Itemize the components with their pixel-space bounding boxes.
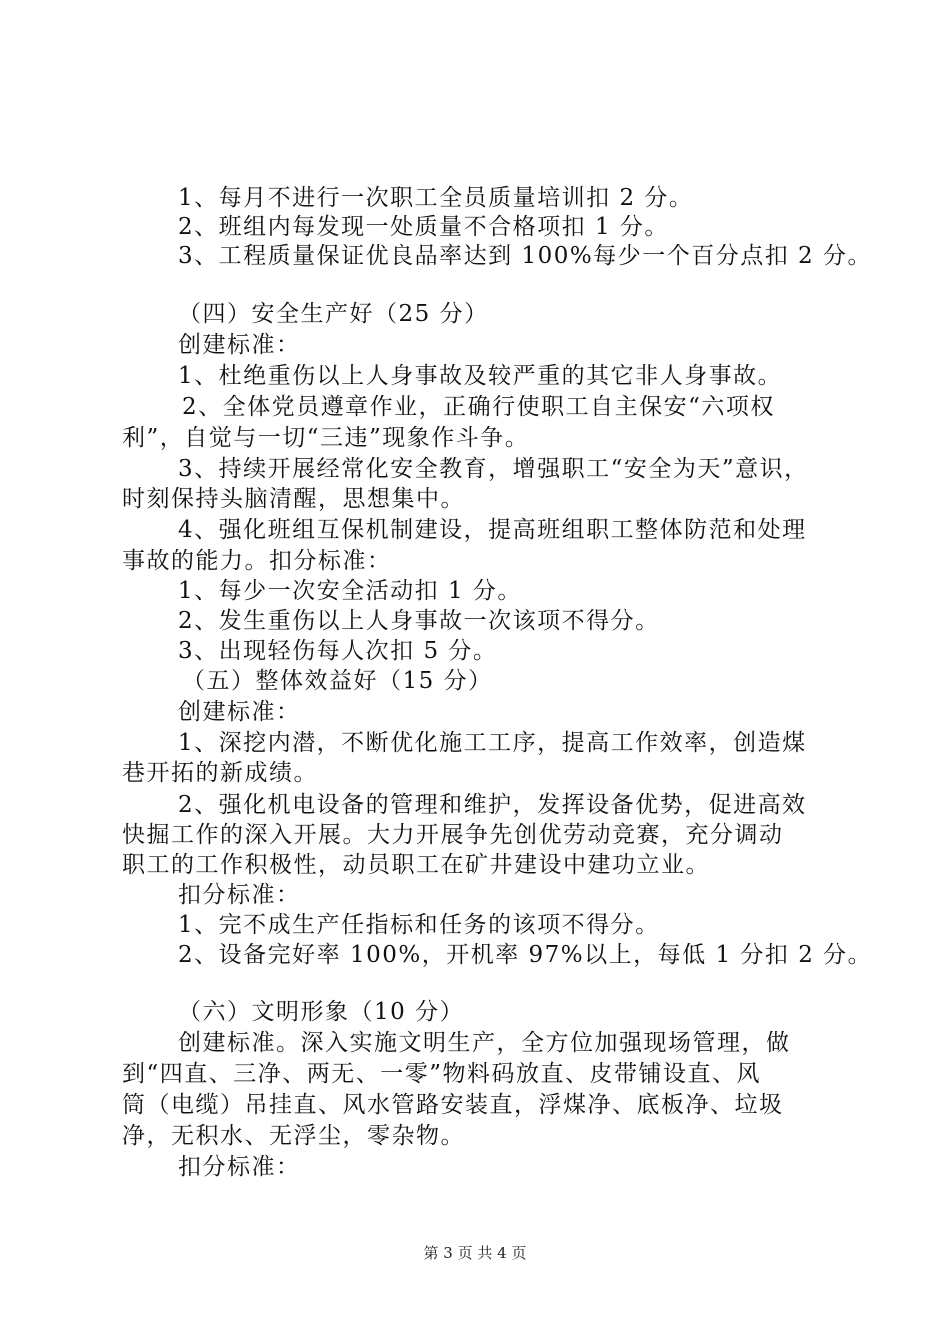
text-line: 扣分标准：	[178, 1154, 301, 1180]
section-heading: （六）文明形象（10 分）	[178, 999, 465, 1025]
text-line: 3、持续开展经常化安全教育，增强职工“安全为天”意识，	[178, 456, 809, 482]
text-line: 事故的能力。扣分标准：	[122, 548, 392, 574]
text-line: 2、全体党员遵章作业，正确行使职工自主保安“六项权	[182, 394, 775, 420]
text-line: 快掘工作的深入开展。大力开展争先创优劳动竞赛，充分调动	[122, 822, 784, 848]
text-line: 职工的工作积极性，动员职工在矿井建设中建功立业。	[122, 852, 710, 878]
text-line: 1、每月不进行一次职工全员质量培训扣 2 分。	[178, 185, 694, 211]
text-line: 创建标准：	[178, 699, 301, 725]
text-line: 2、强化机电设备的管理和维护，发挥设备优势，促进高效	[178, 792, 807, 818]
text-line: 时刻保持头脑清醒，思想集中。	[122, 486, 465, 512]
section-heading: （五）整体效益好（15 分）	[182, 668, 493, 694]
section-heading: （四）安全生产好（25 分）	[178, 301, 489, 327]
text-line: 2、班组内每发现一处质量不合格项扣 1 分。	[178, 214, 669, 240]
text-line: 巷开拓的新成绩。	[122, 760, 318, 786]
text-line: 2、发生重伤以上人身事故一次该项不得分。	[178, 608, 660, 634]
text-line: 创建标准：	[178, 332, 301, 358]
text-line: 3、工程质量保证优良品率达到 100%每少一个百分点扣 2 分。	[178, 243, 872, 269]
text-line: 利”，自觉与一切“三违”现象作斗争。	[122, 425, 530, 451]
text-line: 1、深挖内潜，不断优化施工工序，提高工作效率，创造煤	[178, 730, 807, 756]
text-line: 1、杜绝重伤以上人身事故及较严重的其它非人身事故。	[178, 363, 783, 389]
text-line: 4、强化班组互保机制建设，提高班组职工整体防范和处理	[178, 517, 807, 543]
text-line: 1、每少一次安全活动扣 1 分。	[178, 578, 522, 604]
page-footer: 第 3 页 共 4 页	[423, 1244, 527, 1262]
text-line: 净，无积水、无浮尘，零杂物。	[122, 1123, 465, 1149]
text-line: 创建标准。深入实施文明生产，全方位加强现场管理，做	[178, 1030, 791, 1056]
text-line: 扣分标准：	[178, 882, 301, 908]
text-line: 筒（电缆）吊挂直、风水管路安装直，浮煤净、底板净、垃圾	[122, 1092, 784, 1118]
text-line: 到“四直、三净、两无、一零”物料码放直、皮带铺设直、风	[122, 1061, 762, 1087]
text-line: 1、完不成生产任指标和任务的该项不得分。	[178, 912, 660, 938]
text-line: 3、出现轻伤每人次扣 5 分。	[178, 638, 498, 664]
text-line: 2、设备完好率 100%，开机率 97%以上，每低 1 分扣 2 分。	[178, 942, 873, 968]
